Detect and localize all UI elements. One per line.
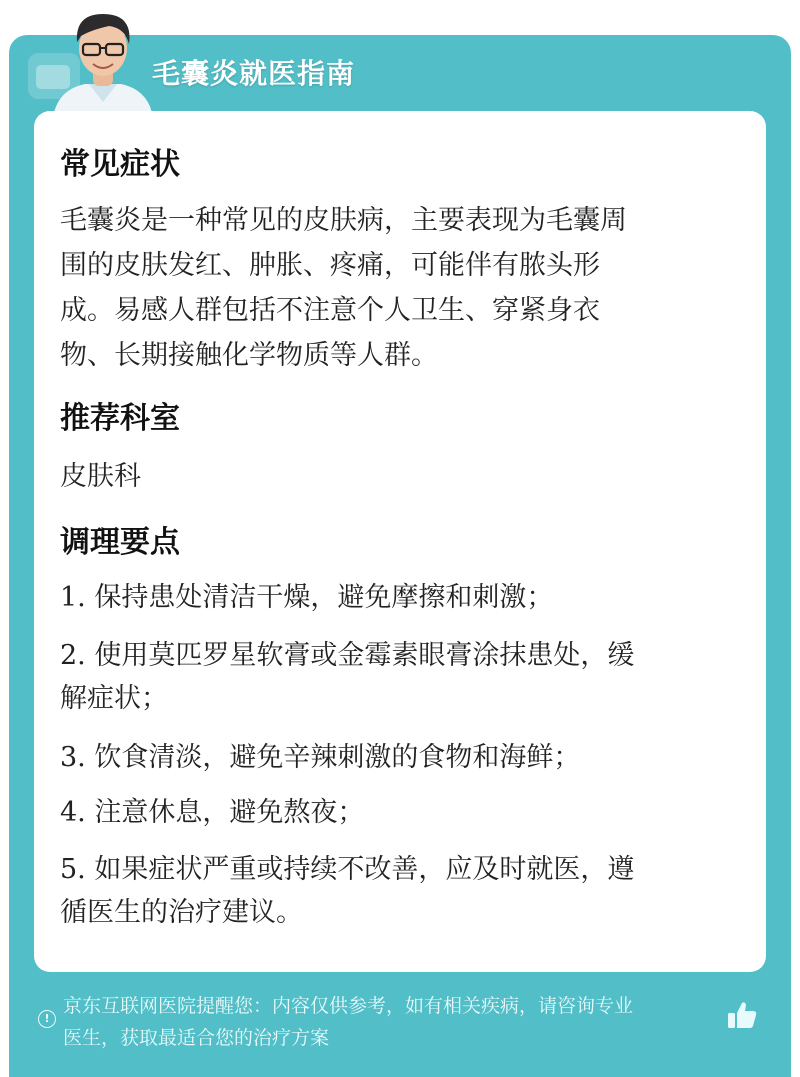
- care-item-text: 如果症状严重或持续不改善，应及时就医，遵: [94, 854, 635, 885]
- care-item-text: 保持患处清洁干燥，避免摩擦和刺激；: [94, 582, 554, 613]
- care-item: [60, 791, 740, 834]
- care-item-number: 1.: [60, 582, 86, 613]
- symptoms-line: 成。易感人群包括不注意个人卫生、穿紧身衣: [60, 295, 600, 326]
- section-heading-care: 调理要点: [60, 525, 180, 560]
- page-title: 毛囊炎就医指南: [152, 57, 356, 90]
- care-item: [60, 848, 740, 934]
- care-item-text: 解症状；: [60, 683, 168, 714]
- care-item-text: 注意休息，避免熬夜；: [94, 797, 365, 828]
- department-text: 皮肤科: [60, 461, 141, 492]
- disclaimer: [63, 990, 728, 1054]
- disclaimer-line: 京东互联网医院提醒您：内容仅供参考，如有相关疾病，请咨询专业: [63, 995, 634, 1017]
- care-item-text: 饮食清淡，避免辛辣刺激的食物和海鲜；: [94, 742, 581, 773]
- symptoms-line: 毛囊炎是一种常见的皮肤病，主要表现为毛囊周: [60, 205, 627, 236]
- care-item-number: 2.: [60, 640, 86, 671]
- info-icon: !: [38, 1010, 56, 1028]
- care-item: [60, 576, 740, 619]
- care-item-text: 使用莫匹罗星软膏或金霉素眼膏涂抹患处，缓: [94, 640, 635, 671]
- disclaimer-line: 医生，获取最适合您的治疗方案: [63, 1027, 330, 1049]
- section-heading-department: 推荐科室: [60, 401, 180, 436]
- care-item-number: 3.: [60, 742, 86, 773]
- thumbs-up-icon[interactable]: [725, 998, 759, 1032]
- section-heading-symptoms: 常见症状: [60, 147, 180, 182]
- care-item-number: 4.: [60, 797, 86, 828]
- doctor-avatar: [45, 6, 161, 118]
- symptoms-line: 物、长期接触化学物质等人群。: [60, 340, 438, 371]
- symptoms-text: [60, 198, 740, 378]
- symptoms-line: 围的皮肤发红、肿胀、疼痛，可能伴有脓头形: [60, 250, 600, 281]
- care-item-text: 循医生的治疗建议。: [60, 897, 303, 928]
- content-card: [34, 111, 766, 972]
- care-item: [60, 736, 740, 779]
- care-item: [60, 634, 740, 720]
- care-item-number: 5.: [60, 854, 86, 885]
